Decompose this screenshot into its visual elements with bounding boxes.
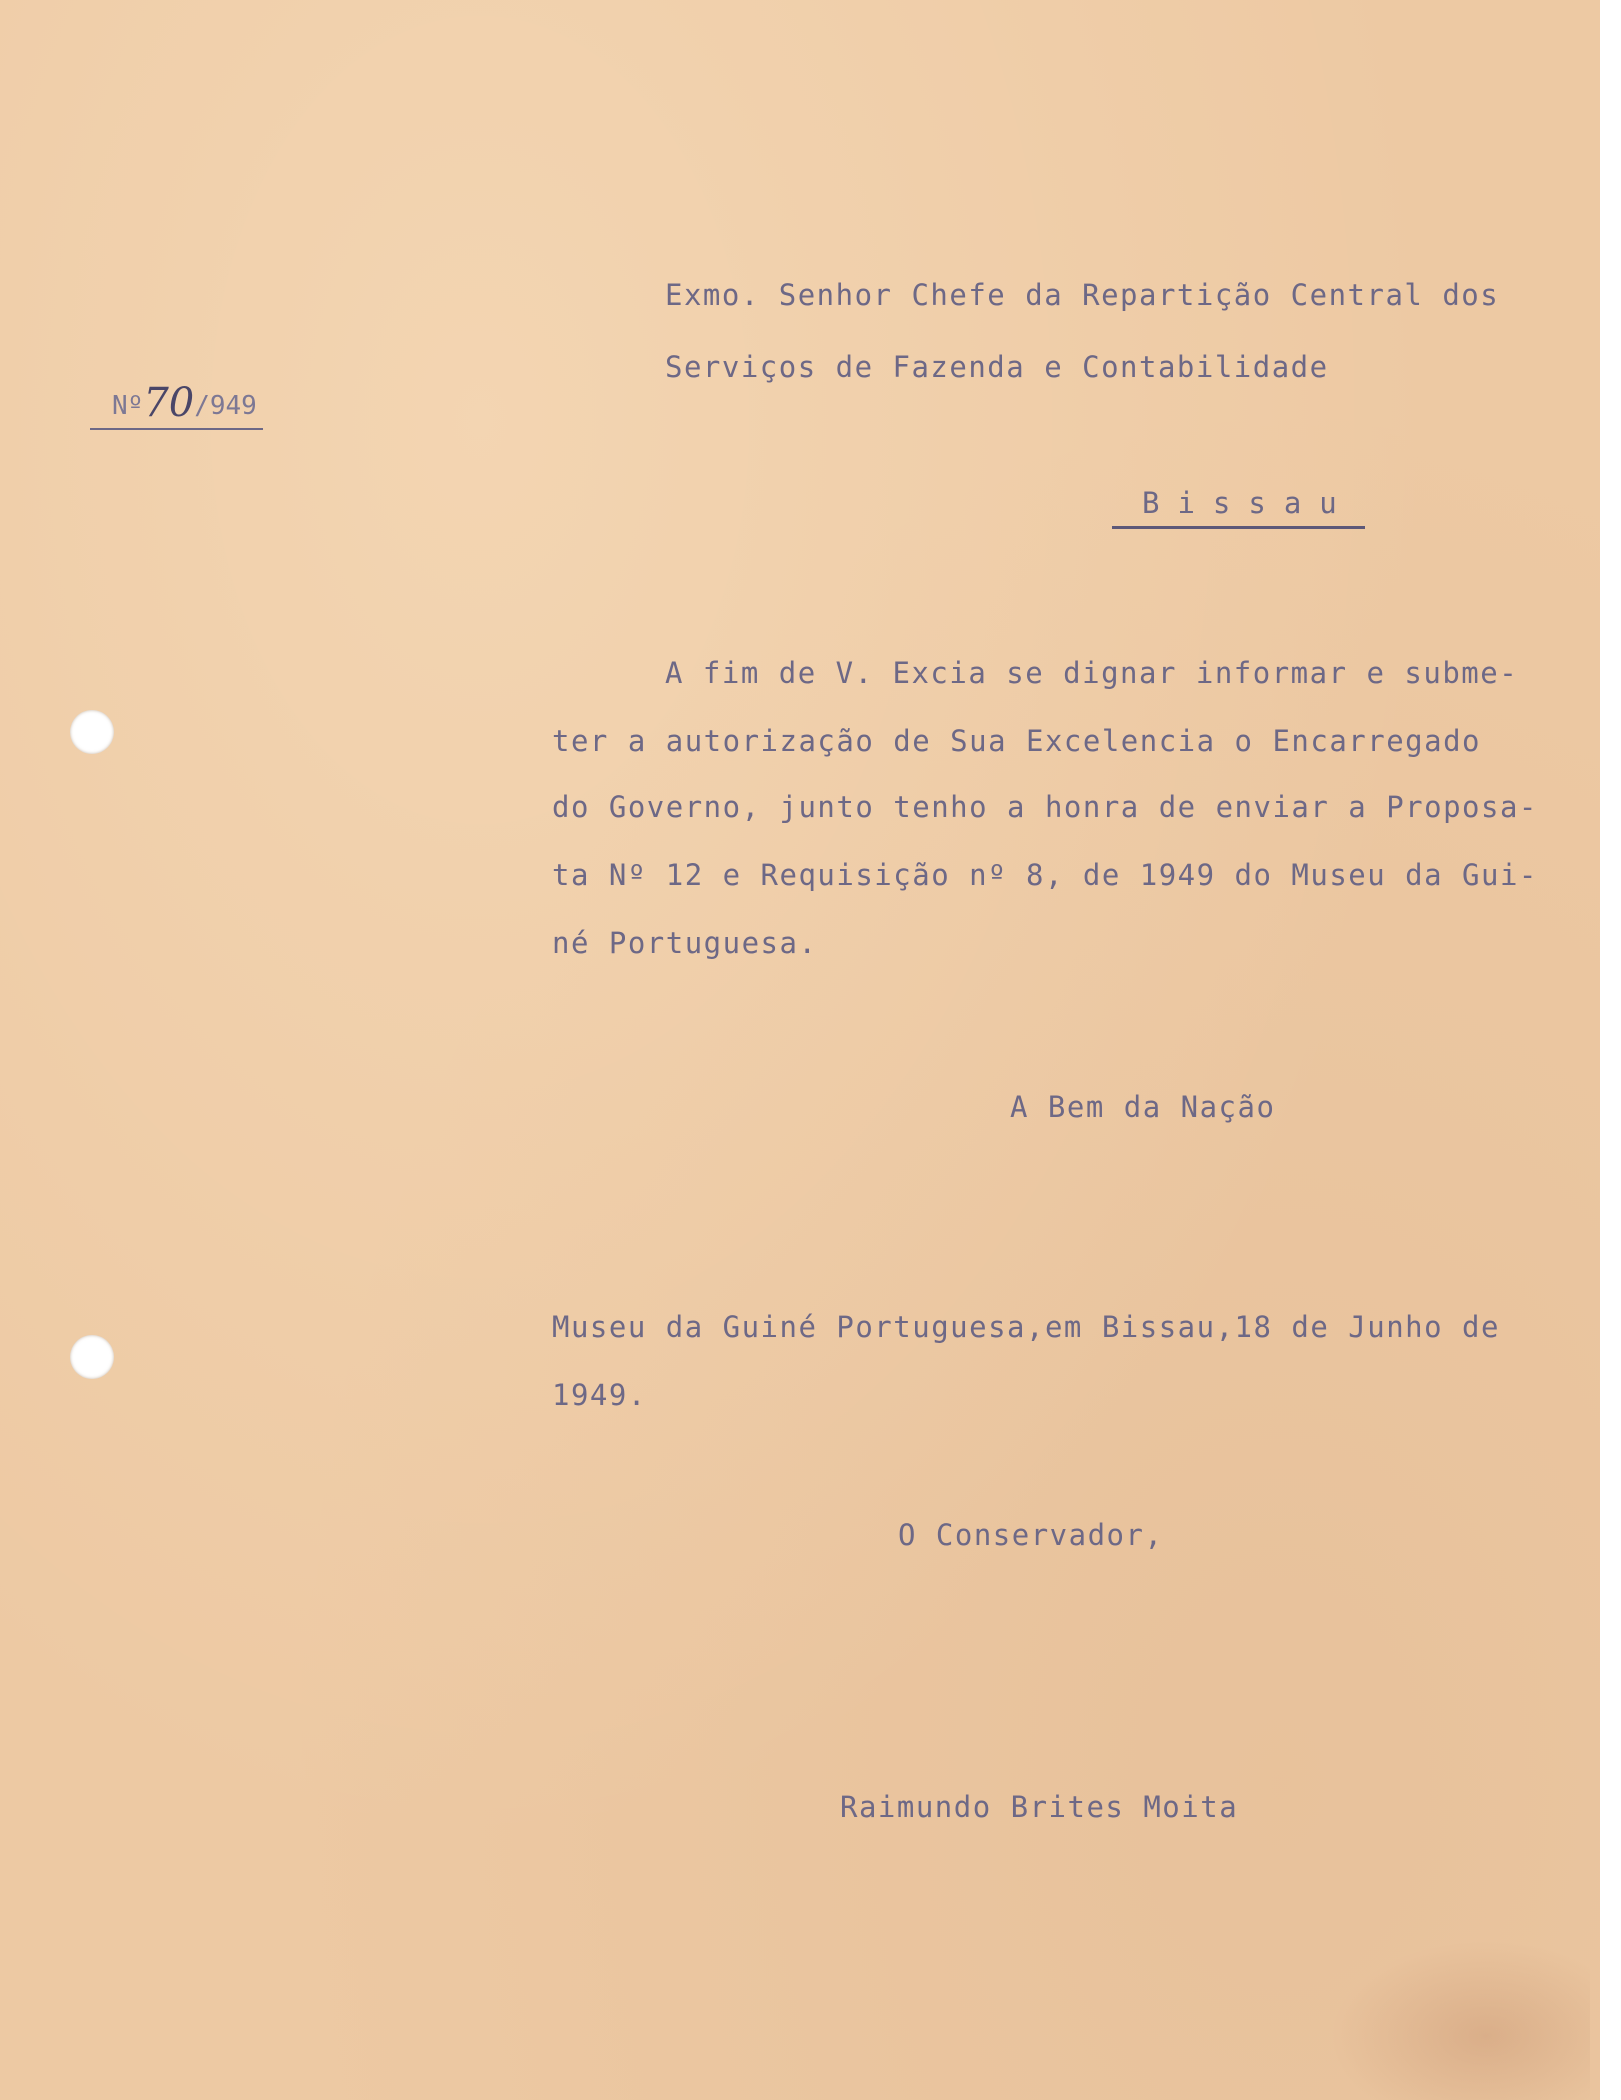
place-date-line-1: Museu da Guiné Portuguesa,em Bissau,18 de Junho de (552, 1310, 1500, 1344)
body-line-3: do Governo, junto tenho a honra de enviar a Proposa- (552, 790, 1538, 824)
signatory-role: O Conservador, (898, 1518, 1164, 1552)
reference-number (90, 378, 263, 430)
addressee-city: Bissau (1112, 486, 1365, 529)
body-line-4: ta Nº 12 e Requisição nº 8, de 1949 do Museu da Gui- (552, 858, 1538, 892)
paper-stain (1330, 1940, 1590, 2100)
reference-suffix: /949 (194, 391, 257, 421)
reference-handwritten-number: 70 (143, 380, 195, 426)
body-line-1: A fim de V. Excia se dignar informar e subme- (665, 656, 1519, 690)
addressee-line-1: Exmo. Senhor Chefe da Repartição Central dos (665, 278, 1500, 312)
punch-hole (70, 710, 114, 754)
body-line-5: né Portuguesa. (552, 926, 818, 960)
body-line-2: ter a autorização de Sua Excelencia o Encarregado (552, 724, 1482, 758)
reference-prefix: Nº (112, 391, 144, 421)
punch-hole (70, 1335, 114, 1379)
closing-salutation: A Bem da Nação (1010, 1090, 1276, 1124)
addressee-line-2: Serviços de Fazenda e Contabilidade (665, 350, 1329, 384)
signatory-name: Raimundo Brites Moita (840, 1790, 1239, 1824)
place-date-line-2: 1949. (552, 1378, 647, 1412)
